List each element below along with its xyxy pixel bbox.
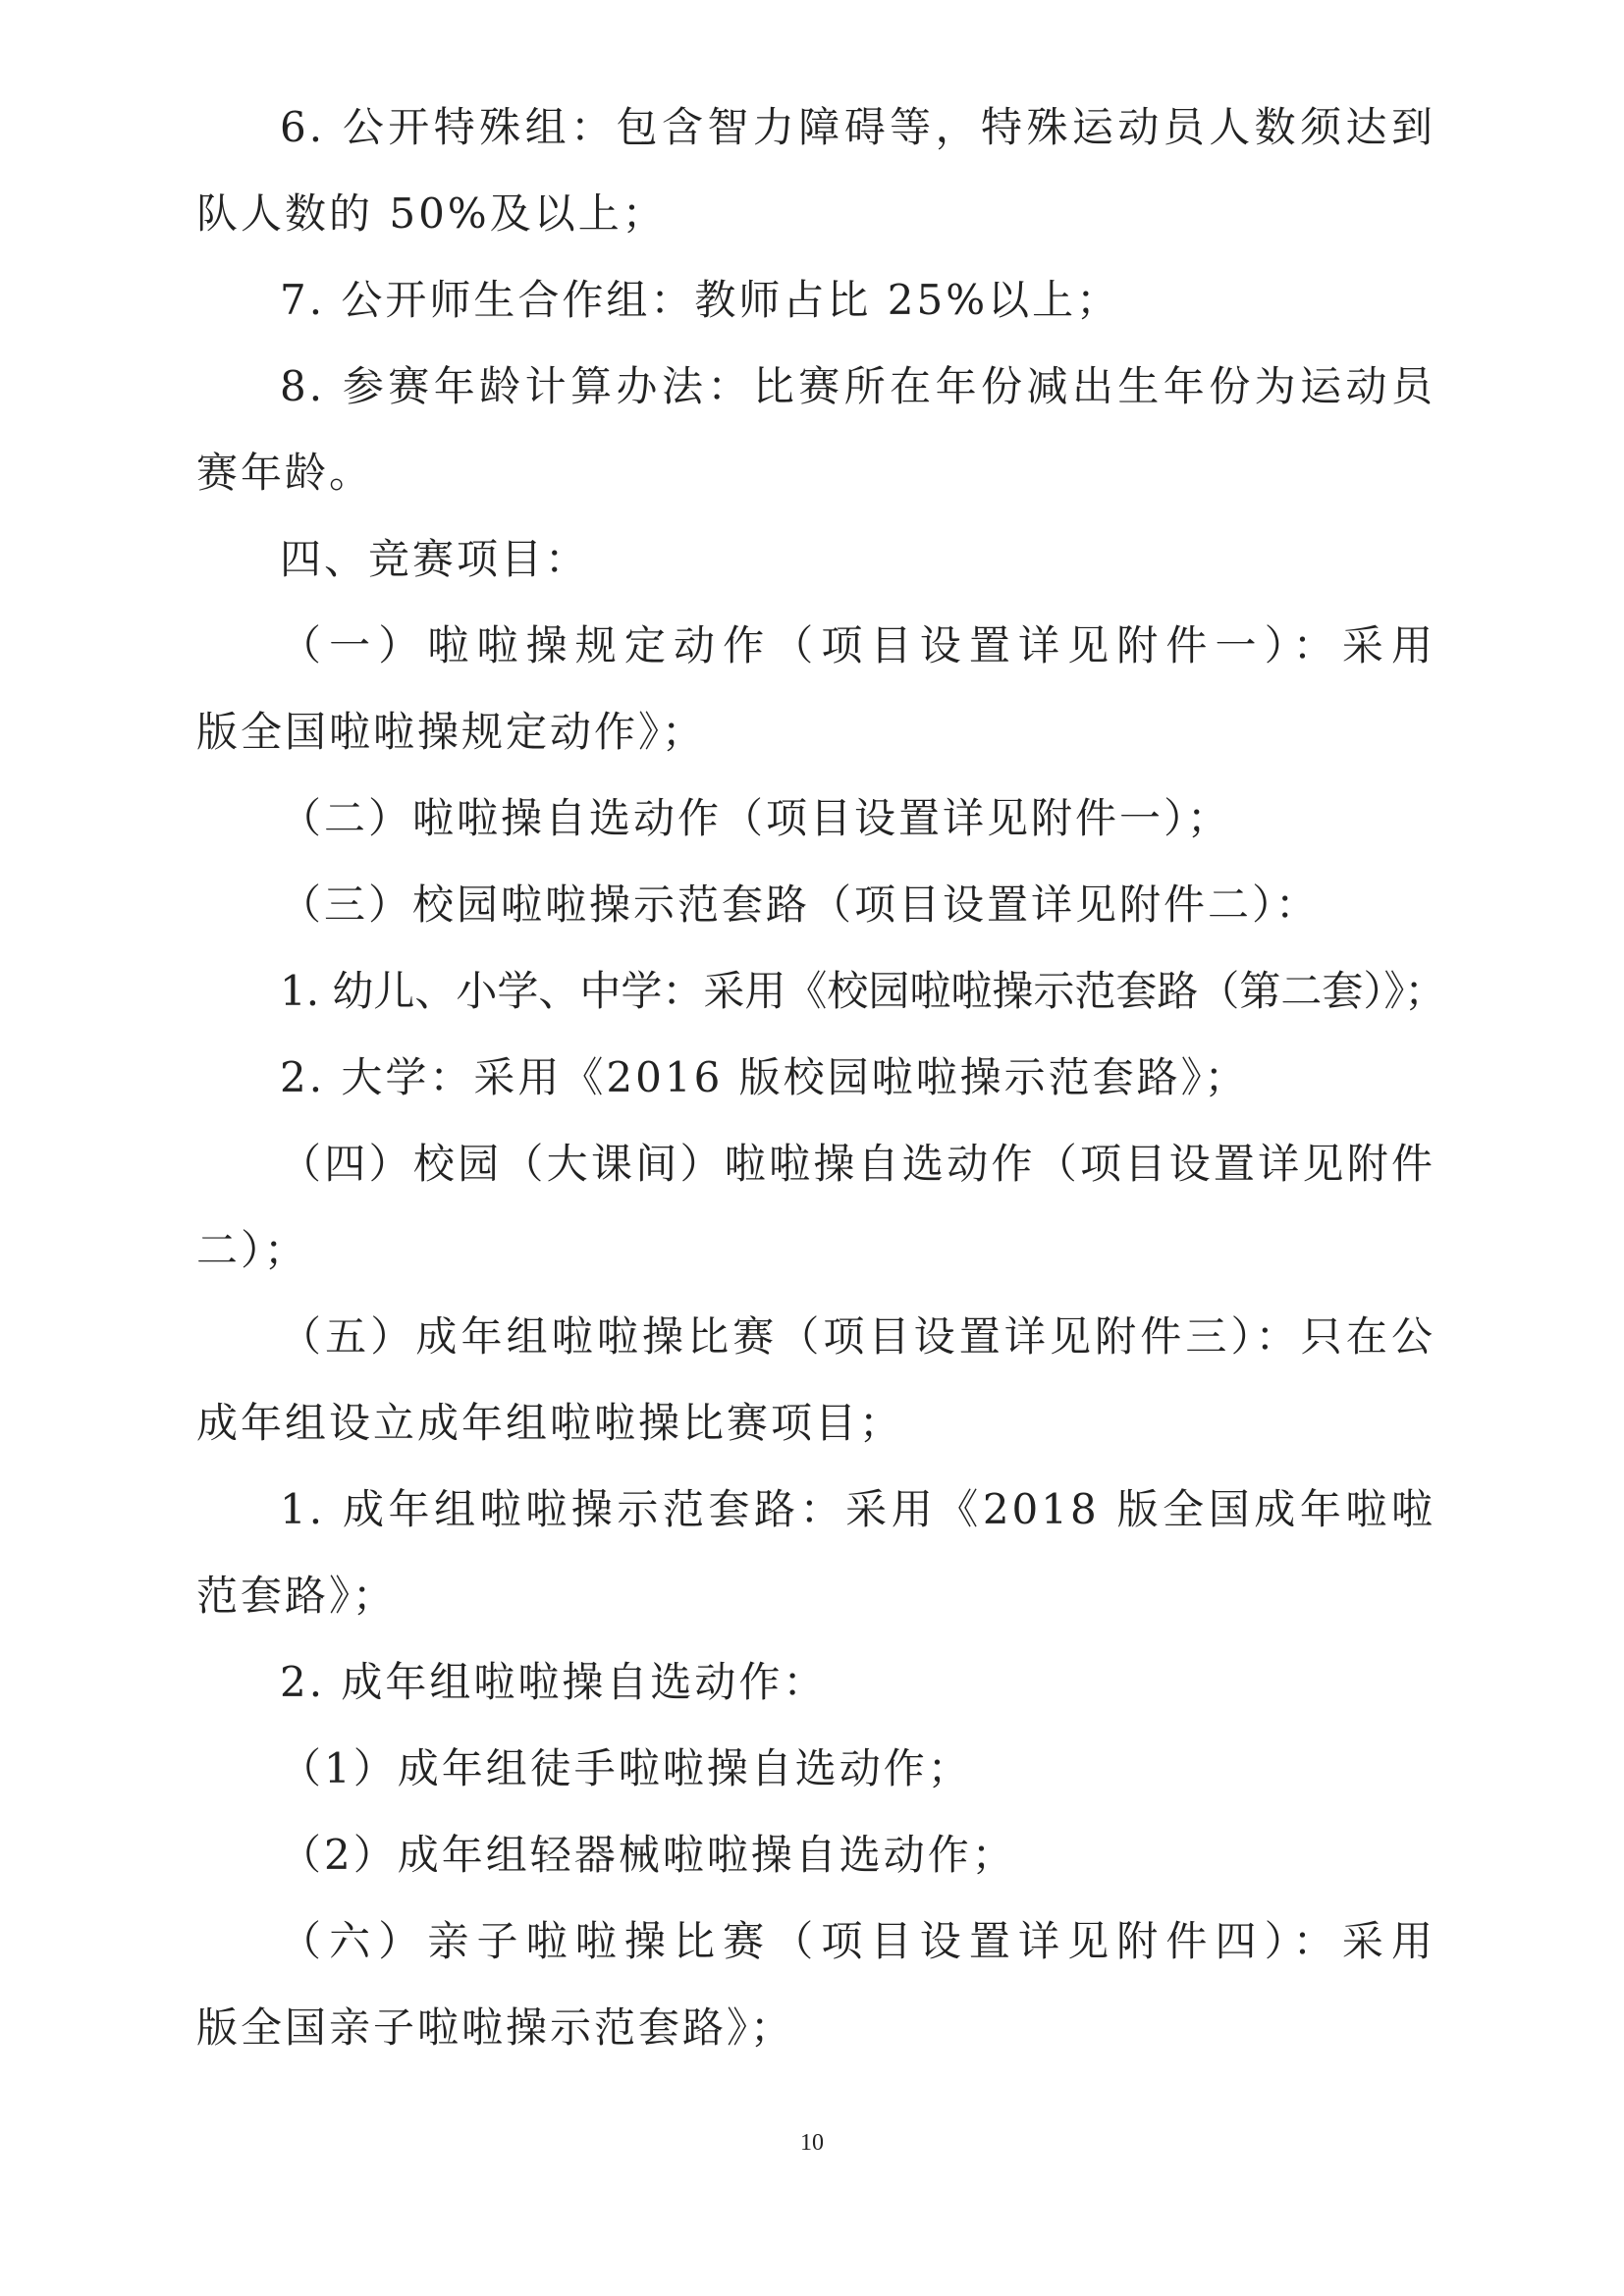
paragraph-line: 范套路》； — [196, 1572, 398, 1620]
paragraph-line: 2. 成年组啦啦操自选动作： — [280, 1658, 828, 1706]
paragraph-line: 6. 公开特殊组：包含智力障碍等，特殊运动员人数须达到 — [280, 103, 1435, 151]
paragraph-line: 8. 参赛年龄计算办法：比赛所在年份减出生年份为运动员 — [280, 362, 1435, 410]
paragraph-line: 二）； — [196, 1226, 309, 1274]
paragraph-line: （1）成年组徒手啦啦操自选动作； — [280, 1744, 972, 1792]
paragraph-line: 版全国啦啦操规定动作》； — [196, 708, 707, 756]
page-number: 10 — [800, 2130, 824, 2156]
paragraph-line: （一）啦啦操规定动作（项目设置详见附件一）：采用 — [280, 621, 1435, 669]
paragraph-line: 1. 幼儿、小学、中学：采用《校园啦啦操示范套路（第二套）》； — [280, 967, 1446, 1015]
paragraph-line: 赛年龄。 — [196, 449, 374, 497]
paragraph-line: （2）成年组轻器械啦啦操自选动作； — [280, 1831, 1016, 1879]
paragraph-line: 2. 大学：采用《2016 版校园啦啦操示范套路》； — [280, 1053, 1249, 1101]
paragraph-line: （二）啦啦操自选动作（项目设置详见附件一）； — [280, 794, 1232, 842]
paragraph-line: （四）校园（大课间）啦啦操自选动作（项目设置详见附件 — [280, 1140, 1435, 1188]
paragraph-line: 1. 成年组啦啦操示范套路：采用《2018 版全国成年啦啦 — [280, 1485, 1435, 1533]
paragraph-line: （三）校园啦啦操示范套路（项目设置详见附件二）： — [280, 881, 1321, 929]
paragraph-line: 7. 公开师生合作组：教师占比 25%以上； — [280, 276, 1121, 324]
paragraph-line: 队人数的 50%及以上； — [196, 189, 667, 238]
paragraph-line: （六）亲子啦啦操比赛（项目设置详见附件四）：采用 — [280, 1917, 1435, 1965]
paragraph-line: 成年组设立成年组啦啦操比赛项目； — [196, 1399, 904, 1447]
section-heading: 四、竞赛项目： — [280, 535, 590, 583]
paragraph-line: （五）成年组啦啦操比赛（项目设置详见附件三）：只在公 — [280, 1312, 1435, 1361]
paragraph-line: 版全国亲子啦啦操示范套路》； — [196, 2003, 795, 2052]
